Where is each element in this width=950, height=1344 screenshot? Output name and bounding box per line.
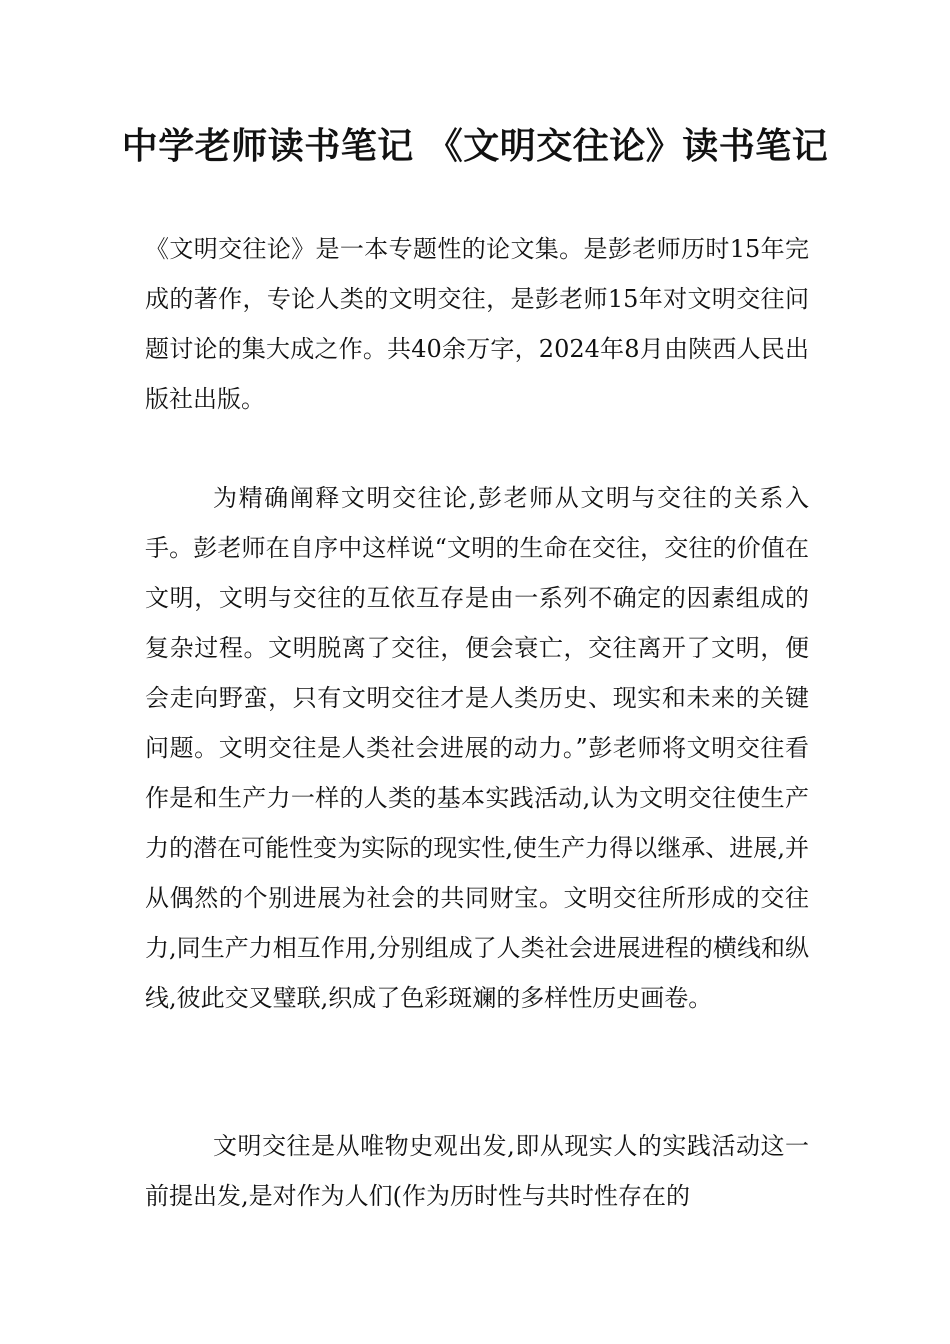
paragraph-historical-materialism: 文明交往是从唯物史观出发,即从现实人的实践活动这一前提出发,是对作为人们(作为历时性与共时性存在的 bbox=[145, 1132, 809, 1210]
paragraph-intro: 《文明交往论》是一本专题性的论文集。是彭老师历时15年完成的著作，专论人类的文明交往，是彭老师15年对文明交往问题讨论的集大成之作。共40余万字，2024年8月由陕西人民出版社出版。 bbox=[145, 235, 809, 413]
paragraph-civilization-interaction: 为精确阐释文明交往论,彭老师从文明与交往的关系入手。彭老师在自序中这样说“文明的生命在交往，交往的价值在文明，文明与交往的互依互存是由一系列不确定的因素组成的复杂过程。文明脱离了交往，便会衰亡，交往离开了文明，便会走向野蛮，只有文明交往才是人类历史、现实和未来的关键问题。文明交往是人类社会进展的动力。”彭老师将文明交往看作是和生产力一样的人类的基本实践活动,认为文明交往使生产力的潜在可能性变为实际的现实性,使生产力得以继承、进展,并从偶然的个别进展为社会的共同财宝。文明交往所形成的交往力,同生产力相互作用,分别组成了人类社会进展进程的横线和纵线,彼此交叉璧联,织成了色彩斑斓的多样性历史画卷。 bbox=[145, 484, 809, 1012]
document-title: 中学老师读书笔记 《文明交往论》读书笔记 bbox=[121, 126, 829, 167]
